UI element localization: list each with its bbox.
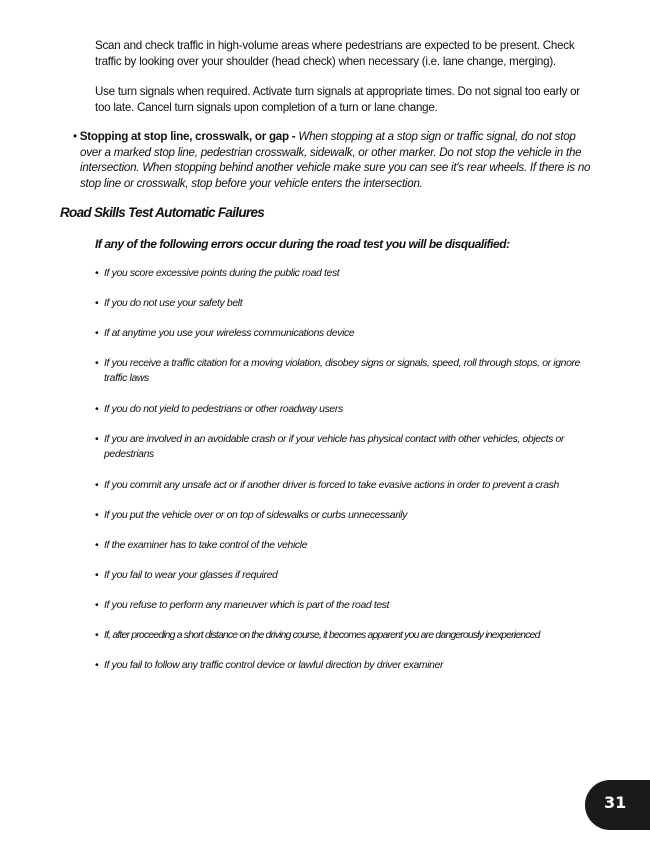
bullet-icon: • [95, 570, 99, 581]
section-title: Road Skills Test Automatic Failures [60, 205, 265, 220]
bullet-icon: • [95, 660, 99, 671]
stopping-title: Stopping at stop line, crosswalk, or gap - [79, 130, 296, 143]
failure-item [95, 402, 600, 432]
bullet-icon: • [95, 630, 98, 641]
bullet-icon: • [95, 510, 99, 521]
bullet-icon: • [95, 404, 99, 415]
disqualification-intro: If any of the following errors occur during the road test you will be disqualified: [95, 237, 510, 251]
failure-text: If, after proceeding a short distance on the driving course, it becomes apparent you are dangerously inexperienced [104, 630, 540, 641]
stopping-description: over a marked stop line, pedestrian crosswalk, sidewalk, or other marker. Do not stop the vehicle in the intersection. When stopping behind another vehicle make sure you can see it's rear wheels. If there is no stop line or crosswalk, stop before your vehicle enters the intersection. [80, 145, 591, 190]
failure-text: If you are involved in an avoidable crash or if your vehicle has physical contact with other vehicles, objects or pedestrians [104, 434, 565, 460]
failure-item [95, 432, 600, 478]
failure-item [95, 478, 600, 508]
failure-text: If you fail to wear your glasses if required [104, 570, 278, 581]
failure-list [95, 266, 600, 688]
failure-text: If you commit any unsafe act or if another driver is forced to take evasive actions in order to prevent a crash [104, 480, 559, 491]
scan-paragraph: Scan and check traffic in high-volume areas where pedestrians are expected to be present. Check traffic by looking over your shoulder (head check) when necessary (i.e. lane change, merging). [95, 39, 575, 68]
failure-item [95, 568, 600, 598]
failure-item [95, 508, 600, 538]
failure-item [95, 326, 600, 356]
bullet-icon: • [95, 358, 99, 369]
signals-paragraph: Use turn signals when required. Activate turn signals at appropriate times. Do not signal too early or too late. Cancel turn signals upon completion of a turn or lane change. [95, 85, 580, 114]
failure-text: If at anytime you use your wireless communications device [104, 328, 355, 339]
failure-text: If you do not yield to pedestrians or other roadway users [104, 404, 343, 415]
failure-item [95, 658, 600, 688]
failure-text: If you score excessive points during the public road test [104, 268, 340, 279]
bullet-icon: • [95, 298, 99, 309]
bullet-icon: • [95, 480, 99, 491]
failure-item [95, 598, 600, 628]
failure-text: If you refuse to perform any maneuver which is part of the road test [104, 600, 390, 611]
stopping-bullet-item [73, 129, 598, 191]
failure-text: If you fail to follow any traffic control device or lawful direction by driver examiner [104, 660, 444, 671]
failure-text: If you put the vehicle over or on top of sidewalks or curbs unnecessarily [104, 510, 408, 521]
bullet-icon: • [73, 130, 77, 143]
failure-text: If you do not use your safety belt [104, 298, 243, 309]
bullet-icon: • [95, 434, 99, 445]
bullet-icon: • [95, 540, 99, 551]
failure-text: If you receive a traffic citation for a moving violation, disobey signs or signals, speed, roll through stops, or ignore traffic laws [104, 358, 581, 384]
failure-item [95, 266, 600, 296]
failure-item [95, 296, 600, 326]
failure-item [95, 356, 600, 402]
failure-item [95, 628, 600, 658]
stopping-description-line1: When stopping at a stop sign or traffic signal, do not stop [298, 130, 576, 143]
failure-item [95, 538, 600, 568]
page-number: 31 [604, 793, 627, 812]
failure-text: If the examiner has to take control of the vehicle [104, 540, 308, 551]
bullet-icon: • [95, 268, 99, 279]
bullet-icon: • [95, 600, 99, 611]
bullet-icon: • [95, 328, 99, 339]
